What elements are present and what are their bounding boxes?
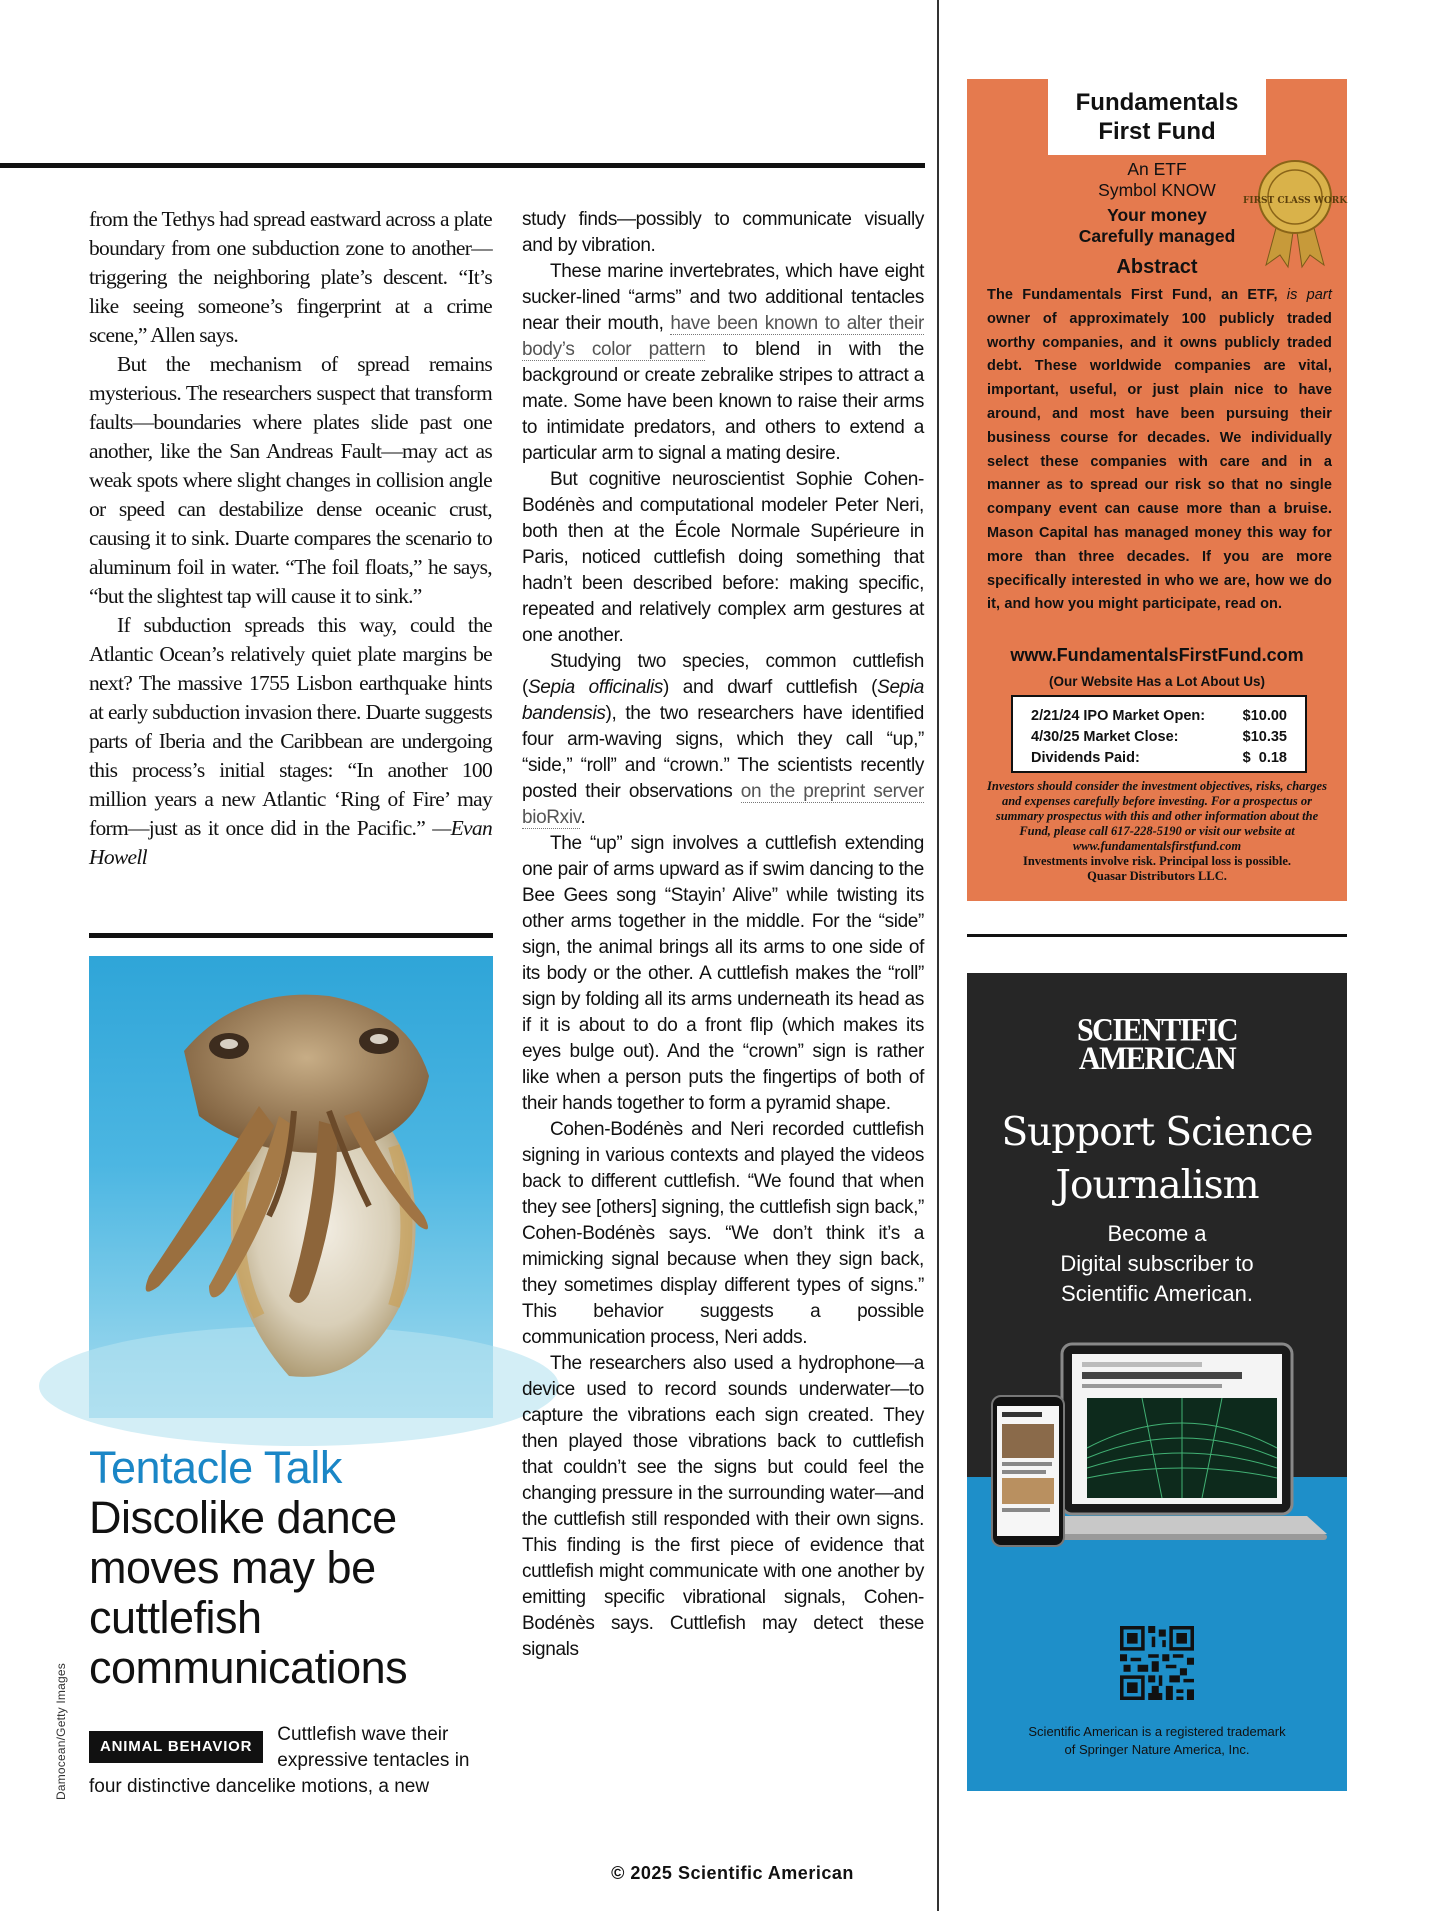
trademark-line: of Springer Nature America, Inc. [1064, 1742, 1250, 1757]
fund-title [1048, 79, 1266, 155]
body-paragraph: But the mechanism of spread remains mysterious. The researchers suspect that transform faults—boundaries where plates slide past one another, like the San Andreas Fault—may act as weak spots where slight changes in collision angle or speed can destabilize dense oceanic crust, causing it to sink. Duarte compares the scenario to aluminum foil in water. “The foil floats,” he says, “but the slightest tap will cause it to sink.” [89, 352, 492, 608]
body-paragraph: study finds—possibly to communicate visually and by vibration. [522, 209, 924, 256]
fund-website-link[interactable]: www.FundamentalsFirstFund.com [1010, 645, 1304, 665]
paragraph-text: . [580, 807, 586, 828]
ad-subtext [967, 1219, 1347, 1309]
author-signature: —Evan Howell [89, 816, 492, 869]
fund-price-label: 4/30/25 Market Close: [1031, 729, 1179, 745]
fund-advertisement[interactable] [967, 79, 1347, 901]
ad-subtext-line: Scientific American. [1061, 1281, 1253, 1306]
body-paragraph: The researchers also used a hydrophone—a device used to record sounds underwater—to capture the vibrations each sign created. They then played those vibrations back to cuttlefish that couldn’t see the signs but could feel the changing pressure in the surrounding water—and the cuttlefish still responded with their own signs. This finding is the first piece of evidence that cuttlefish might communicate with one another by emitting specific vibrational signals, Cohen-Bodénès says. Cuttlefish may detect these signals [522, 1353, 924, 1660]
fund-price-value: $ 0.18 [1242, 750, 1287, 766]
body-paragraph [89, 611, 492, 872]
ad-headline-line: Support Science [1001, 1110, 1313, 1155]
paragraph-text: These marine invertebrates, which have eight sucker-lined “arms” and two additional tentacles near their mouth, [522, 261, 924, 334]
fund-disclaimer-text: Investors should consider the investment objectives, risks, charges and expenses carefully before investing. For a prospectus or summary prospectus with this and other information about the Fund, please call 617-228-5190 or visit our website at www.fundamentalsfirstfund.com [987, 779, 1327, 853]
fund-price-value: $10.00 [1242, 708, 1287, 724]
trademark-note [967, 1723, 1347, 1759]
qr-code-icon[interactable] [1120, 1626, 1194, 1700]
body-paragraph [522, 649, 924, 831]
fund-price-row [1031, 727, 1287, 748]
laptop-phone-devices-icon [992, 1338, 1332, 1568]
paragraph-text: Studying two species, common cuttlefish ( [522, 651, 924, 698]
ad-headline [967, 1106, 1347, 1212]
species-name: Sepia officinalis [527, 677, 663, 698]
fund-title-line: First Fund [1098, 118, 1216, 145]
paragraph-text: to blend in with the background or create zebralike stripes to attract a mate. Some have been known to raise their arms to intimidate predators, and others to extend a particular arm to signal a mating desire. [522, 339, 924, 464]
paragraph-text: If subduction spreads this way, could the Atlantic Ocean’s relatively quiet plate margins be next? The massive 1755 Lisbon earthquake hints at early subduction invasion there. Duarte suggests parts of Iberia and the Caribbean are undergoing this process’s initial stages: “In another 100 million years a new Atlantic ‘Ring of Fire’ may form—just as it once did in the Pacific.” [89, 613, 492, 840]
subscription-advertisement[interactable] [967, 973, 1347, 1791]
ad-subtext-line: Become a [1107, 1221, 1207, 1246]
photo-credit: Damocean/Getty Images [54, 1663, 68, 1800]
body-paragraph: The “up” sign involves a cuttlefish extending one pair of arms upward as if swim dancing to the Bee Gees song “Stayin’ Alive” while twisting its other arms together in the middle. For the “side” sign, the animal brings all its arms to one side of its body or the other. A cuttlefish makes the “roll” sign by folding all its arms underneath its head as if it is about to do a front flip (which makes its eyes bulge out). And the “crown” sign is rather like when a person puts the fingertips of both of their hands together to form a pyramid shape. [522, 833, 924, 1114]
fund-abstract [987, 284, 1332, 617]
ad-divider-rule [967, 934, 1347, 937]
species-name: Sepia bandensis [522, 677, 924, 724]
trademark-line: Scientific American is a registered trademark [1028, 1724, 1286, 1739]
scientific-american-logo [967, 1012, 1347, 1077]
seal-text: FIRST CLASS WORK [1242, 196, 1348, 206]
fund-website-note: (Our Website Has a Lot About Us) [1048, 674, 1265, 689]
section-tag: ANIMAL BEHAVIOR [89, 1731, 263, 1763]
fund-disclaimer [979, 779, 1335, 884]
column-divider [937, 0, 939, 1911]
fund-abstract-title: Abstract [1116, 256, 1198, 278]
logo-line: SCIENTIFIC [1076, 1012, 1238, 1049]
paragraph-text: ), the two researchers have identified four arm-waving signs, which they call “up,” “side,” “roll” and “crown.” The scientists recently posted their observations [522, 703, 924, 802]
fund-price-label: 2/21/24 IPO Market Open: [1031, 708, 1206, 724]
body-paragraph: Cohen-Bodénès and Neri recorded cuttlefish signing in various contexts and played the videos back to different cuttlefish. “We found that when they see [others] signing, the cuttlefish sign back,” Cohen-Bodénès says. “We don’t think it’s a mimicking signal because when they sign back, they sometimes display different types of signs.” This behavior suggests a possible communication process, Neri adds. [522, 1119, 924, 1348]
body-paragraph [522, 259, 924, 467]
color-pattern-link[interactable]: have been known to alter their body’s color pattern [522, 313, 924, 360]
ad-subtext-line: Digital subscriber to [1060, 1251, 1254, 1276]
logo-line: AMERICAN [1078, 1040, 1236, 1077]
section-rule [89, 933, 493, 938]
cuttlefish-illustration [89, 956, 493, 1418]
fund-price-row [1031, 748, 1287, 769]
fund-distributor: Quasar Distributors LLC. [1087, 869, 1227, 883]
fund-tagline: Your money [1107, 205, 1207, 225]
top-rule [0, 163, 925, 168]
cuttlefish-photo [89, 956, 493, 1418]
fund-tagline: Carefully managed [1078, 226, 1236, 246]
copyright-footer: © 2025 Scientific American [611, 1863, 854, 1883]
fund-title-line: Fundamentals [1075, 89, 1239, 116]
fund-price-value: $10.35 [1242, 729, 1287, 745]
lede-text: Cuttlefish wave their expressive tentacles in four distinctive dancelike motions, a new [89, 1724, 470, 1797]
ad-headline-line: Journalism [1055, 1163, 1259, 1208]
body-paragraph: from the Tethys had spread eastward across a plate boundary from one subduction zone to another—triggering the neighboring plate’s descent. “It’s like seeing someone’s fingerprint at a crime scene,” Allen says. [89, 207, 492, 347]
fund-abstract-text: is part [1286, 287, 1332, 303]
paragraph-text: ) and dwarf cuttlefish ( [662, 677, 878, 698]
article-subduction-end [89, 205, 492, 872]
biorxiv-link[interactable]: on the preprint server bioRxiv [522, 781, 924, 828]
fund-risk-note: Investments involve risk. Principal loss is possible. [1022, 854, 1292, 868]
fund-abstract-text: The Fundamentals First Fund, an ETF, [987, 287, 1287, 303]
fund-price-label: Dividends Paid: [1031, 750, 1140, 766]
fund-abstract-text: owner of approximately 100 publicly traded worthy companies, and it owns publicly traded debt. These worldwide companies are vital, important, useful, or just plain nice to have around, and most have been pursuing their business course for decades. We individually select these companies with care and in a manner as to spread our risk so that no single company event can cause more than a bruise. Mason Capital has managed money this way for more than three decades. If you are more specifically interested in who we are, how we do it, and how you might participate, read on. [987, 310, 1332, 613]
article-headline: Discolike dance moves may be cuttlefish communications [89, 1492, 408, 1693]
fund-price-table [1011, 695, 1307, 773]
article-cuttlefish-body [522, 207, 924, 1663]
fund-symbol: Symbol KNOW [1098, 180, 1216, 200]
fund-price-row [1031, 706, 1287, 727]
article-kicker: Tentacle Talk [89, 1442, 342, 1493]
body-paragraph: But cognitive neuroscientist Sophie Cohen-Bodénès and computational modeler Peter Neri, both then at the École Normale Supérieure in Paris, noticed cuttlefish doing something that hadn’t been described before: making specific, repeated and relatively complex arm gestures at one another. [522, 469, 924, 646]
article-lede [89, 1722, 493, 1800]
fund-etf: An ETF [1127, 159, 1187, 179]
